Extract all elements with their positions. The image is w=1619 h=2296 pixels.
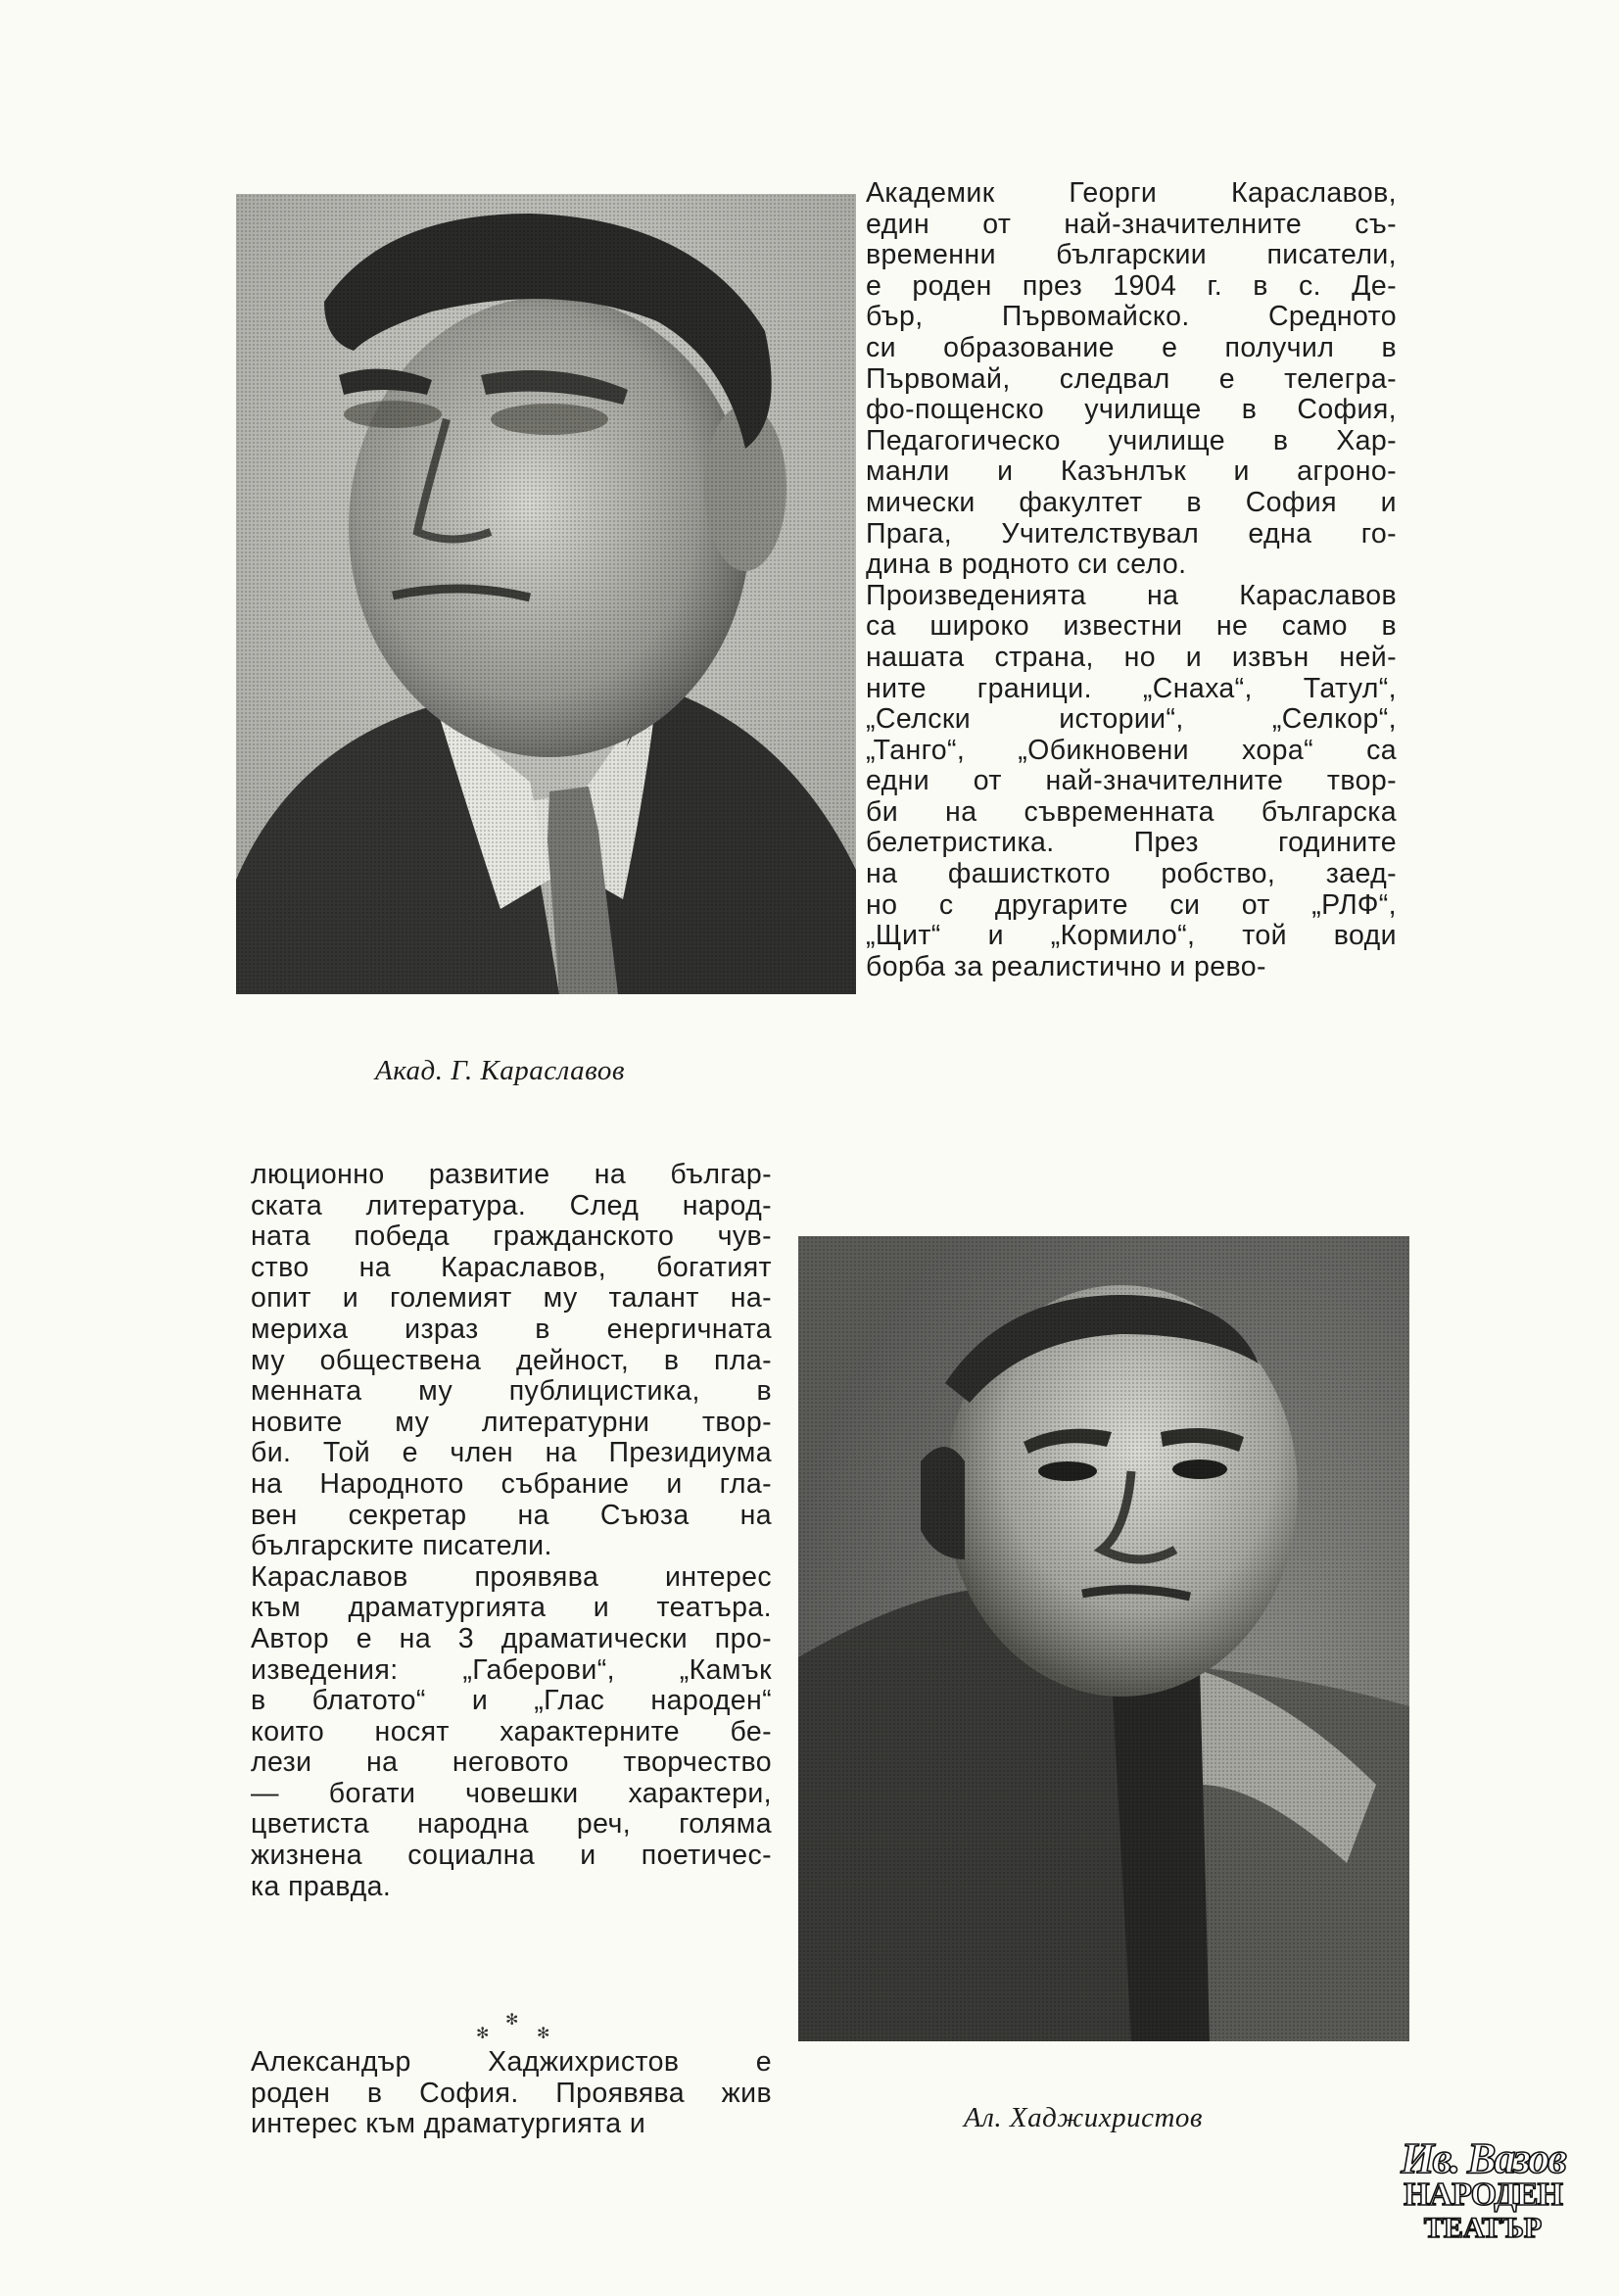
text-line: е роден през 1904 г. в с. Де- xyxy=(866,269,1397,302)
text-line: едни от най-значителните твор- xyxy=(866,765,1397,797)
section-separator xyxy=(468,2010,556,2045)
article-hadzhihristov-intro xyxy=(251,2047,772,2140)
separator-asterisk: ✻ xyxy=(476,2026,490,2042)
text-line: интерес към драматургията и xyxy=(251,2108,646,2140)
logo-signature: Ив. Вазов xyxy=(1401,2134,1565,2182)
text-line: на Народното събрание и гла- xyxy=(251,1467,772,1500)
text-line: Прага, Учителствувал една го- xyxy=(866,517,1397,550)
text-line: дина в родното си село. xyxy=(866,549,1187,581)
text-line: фо-пощенско училище в София, xyxy=(866,394,1397,426)
national-theatre-logo xyxy=(1395,2134,1571,2255)
text-line: ните граници. „Снаха“, Татул“, xyxy=(866,672,1397,704)
text-line: опит и големият му талант на- xyxy=(251,1282,772,1315)
text-line: бър, Първомайско. Средното xyxy=(866,301,1397,333)
text-line: ство на Караславов, богатият xyxy=(251,1251,772,1283)
text-line: люционно развитие на българ- xyxy=(251,1159,772,1190)
text-line: мериха израз в енергичната xyxy=(251,1313,772,1345)
text-line: манли и Казънлък и агроно- xyxy=(866,455,1397,488)
text-line: — богати човешки характери, xyxy=(251,1777,772,1809)
text-line: „Селски истории“, „Селкор“, xyxy=(866,703,1397,736)
text-line: ната победа гражданското чув- xyxy=(251,1220,772,1253)
text-line: ската литература. След народ- xyxy=(251,1189,772,1221)
text-line: ка правда. xyxy=(251,1870,392,1902)
text-line: които носят характерните бе- xyxy=(251,1715,772,1747)
text-line: цветиста народна реч, голяма xyxy=(251,1808,772,1841)
text-line: би. Той е член на Президиума xyxy=(251,1437,772,1469)
portrait-hadzhihristov-illustration xyxy=(798,1236,1409,2041)
text-line: белетристика. През годините xyxy=(866,827,1397,859)
text-line: му обществена дейност, в пла- xyxy=(251,1344,772,1376)
caption-karaslavov: Акад. Г. Караславов xyxy=(375,1055,625,1086)
text-line: един от най-значителните съ- xyxy=(866,208,1397,240)
text-line: но с другарите си от „РЛФ“, xyxy=(866,888,1397,921)
text-line: нашата страна, но и извън ней- xyxy=(866,641,1397,673)
text-line: Произведенията на Караславов xyxy=(866,579,1397,611)
text-line: Първомай, следвал е телегра- xyxy=(866,362,1397,395)
text-line: роден в София. Проявява жив xyxy=(251,2077,772,2109)
text-line: „Щит“ и „Кормило“, той води xyxy=(866,920,1397,952)
text-line: менната му публицистика, в xyxy=(251,1375,772,1408)
article-left-column xyxy=(251,1160,772,1902)
text-line: на фашисткото робство, заед- xyxy=(866,858,1397,890)
text-line: Академик Георги Караславов, xyxy=(866,177,1397,209)
text-line: българските писатели. xyxy=(251,1530,552,1562)
logo-line-2: ТЕАТЪР xyxy=(1423,2212,1543,2244)
text-line: временни българскии писатели, xyxy=(866,239,1397,271)
text-line: в блатото“ и „Глас народен“ xyxy=(251,1685,772,1717)
text-line: мически факултет в София и xyxy=(866,486,1397,518)
separator-asterisk: ✻ xyxy=(505,2012,519,2029)
text-line: си образование е получил в xyxy=(866,331,1397,363)
text-line: вен секретар на Съюза на xyxy=(251,1499,772,1531)
text-line: Александър Хаджихристов е xyxy=(251,2046,772,2078)
text-line: към драматургията и театъра. xyxy=(251,1592,772,1624)
separator-asterisk: ✻ xyxy=(537,2026,550,2042)
portrait-karaslavov-illustration xyxy=(236,194,856,994)
text-line: „Танго“, „Обикновени хора“ са xyxy=(866,734,1397,766)
article-right-column xyxy=(866,178,1397,982)
text-line: Автор е на 3 драматически про- xyxy=(251,1622,772,1654)
text-line: лези на неговото творчество xyxy=(251,1746,772,1779)
text-line: би на съвременната българска xyxy=(866,795,1397,828)
logo-line-1: НАРОДЕН xyxy=(1404,2176,1562,2213)
photo-karaslavov xyxy=(236,194,856,994)
photo-hadzhihristov xyxy=(798,1236,1409,2041)
text-line: борба за реалистично и рево- xyxy=(866,950,1266,982)
caption-hadzhihristov: Ал. Хаджихристов xyxy=(964,2102,1203,2133)
text-line: Караславов проявява интерес xyxy=(251,1560,772,1593)
text-line: жизнена социална и поетичес- xyxy=(251,1840,772,1872)
text-line: новите му литературни твор- xyxy=(251,1406,772,1438)
text-line: Педагогическо училище в Хар- xyxy=(866,424,1397,456)
text-line: изведения: „Габерови“, „Камък xyxy=(251,1653,772,1686)
text-line: са широко известни не само в xyxy=(866,610,1397,643)
